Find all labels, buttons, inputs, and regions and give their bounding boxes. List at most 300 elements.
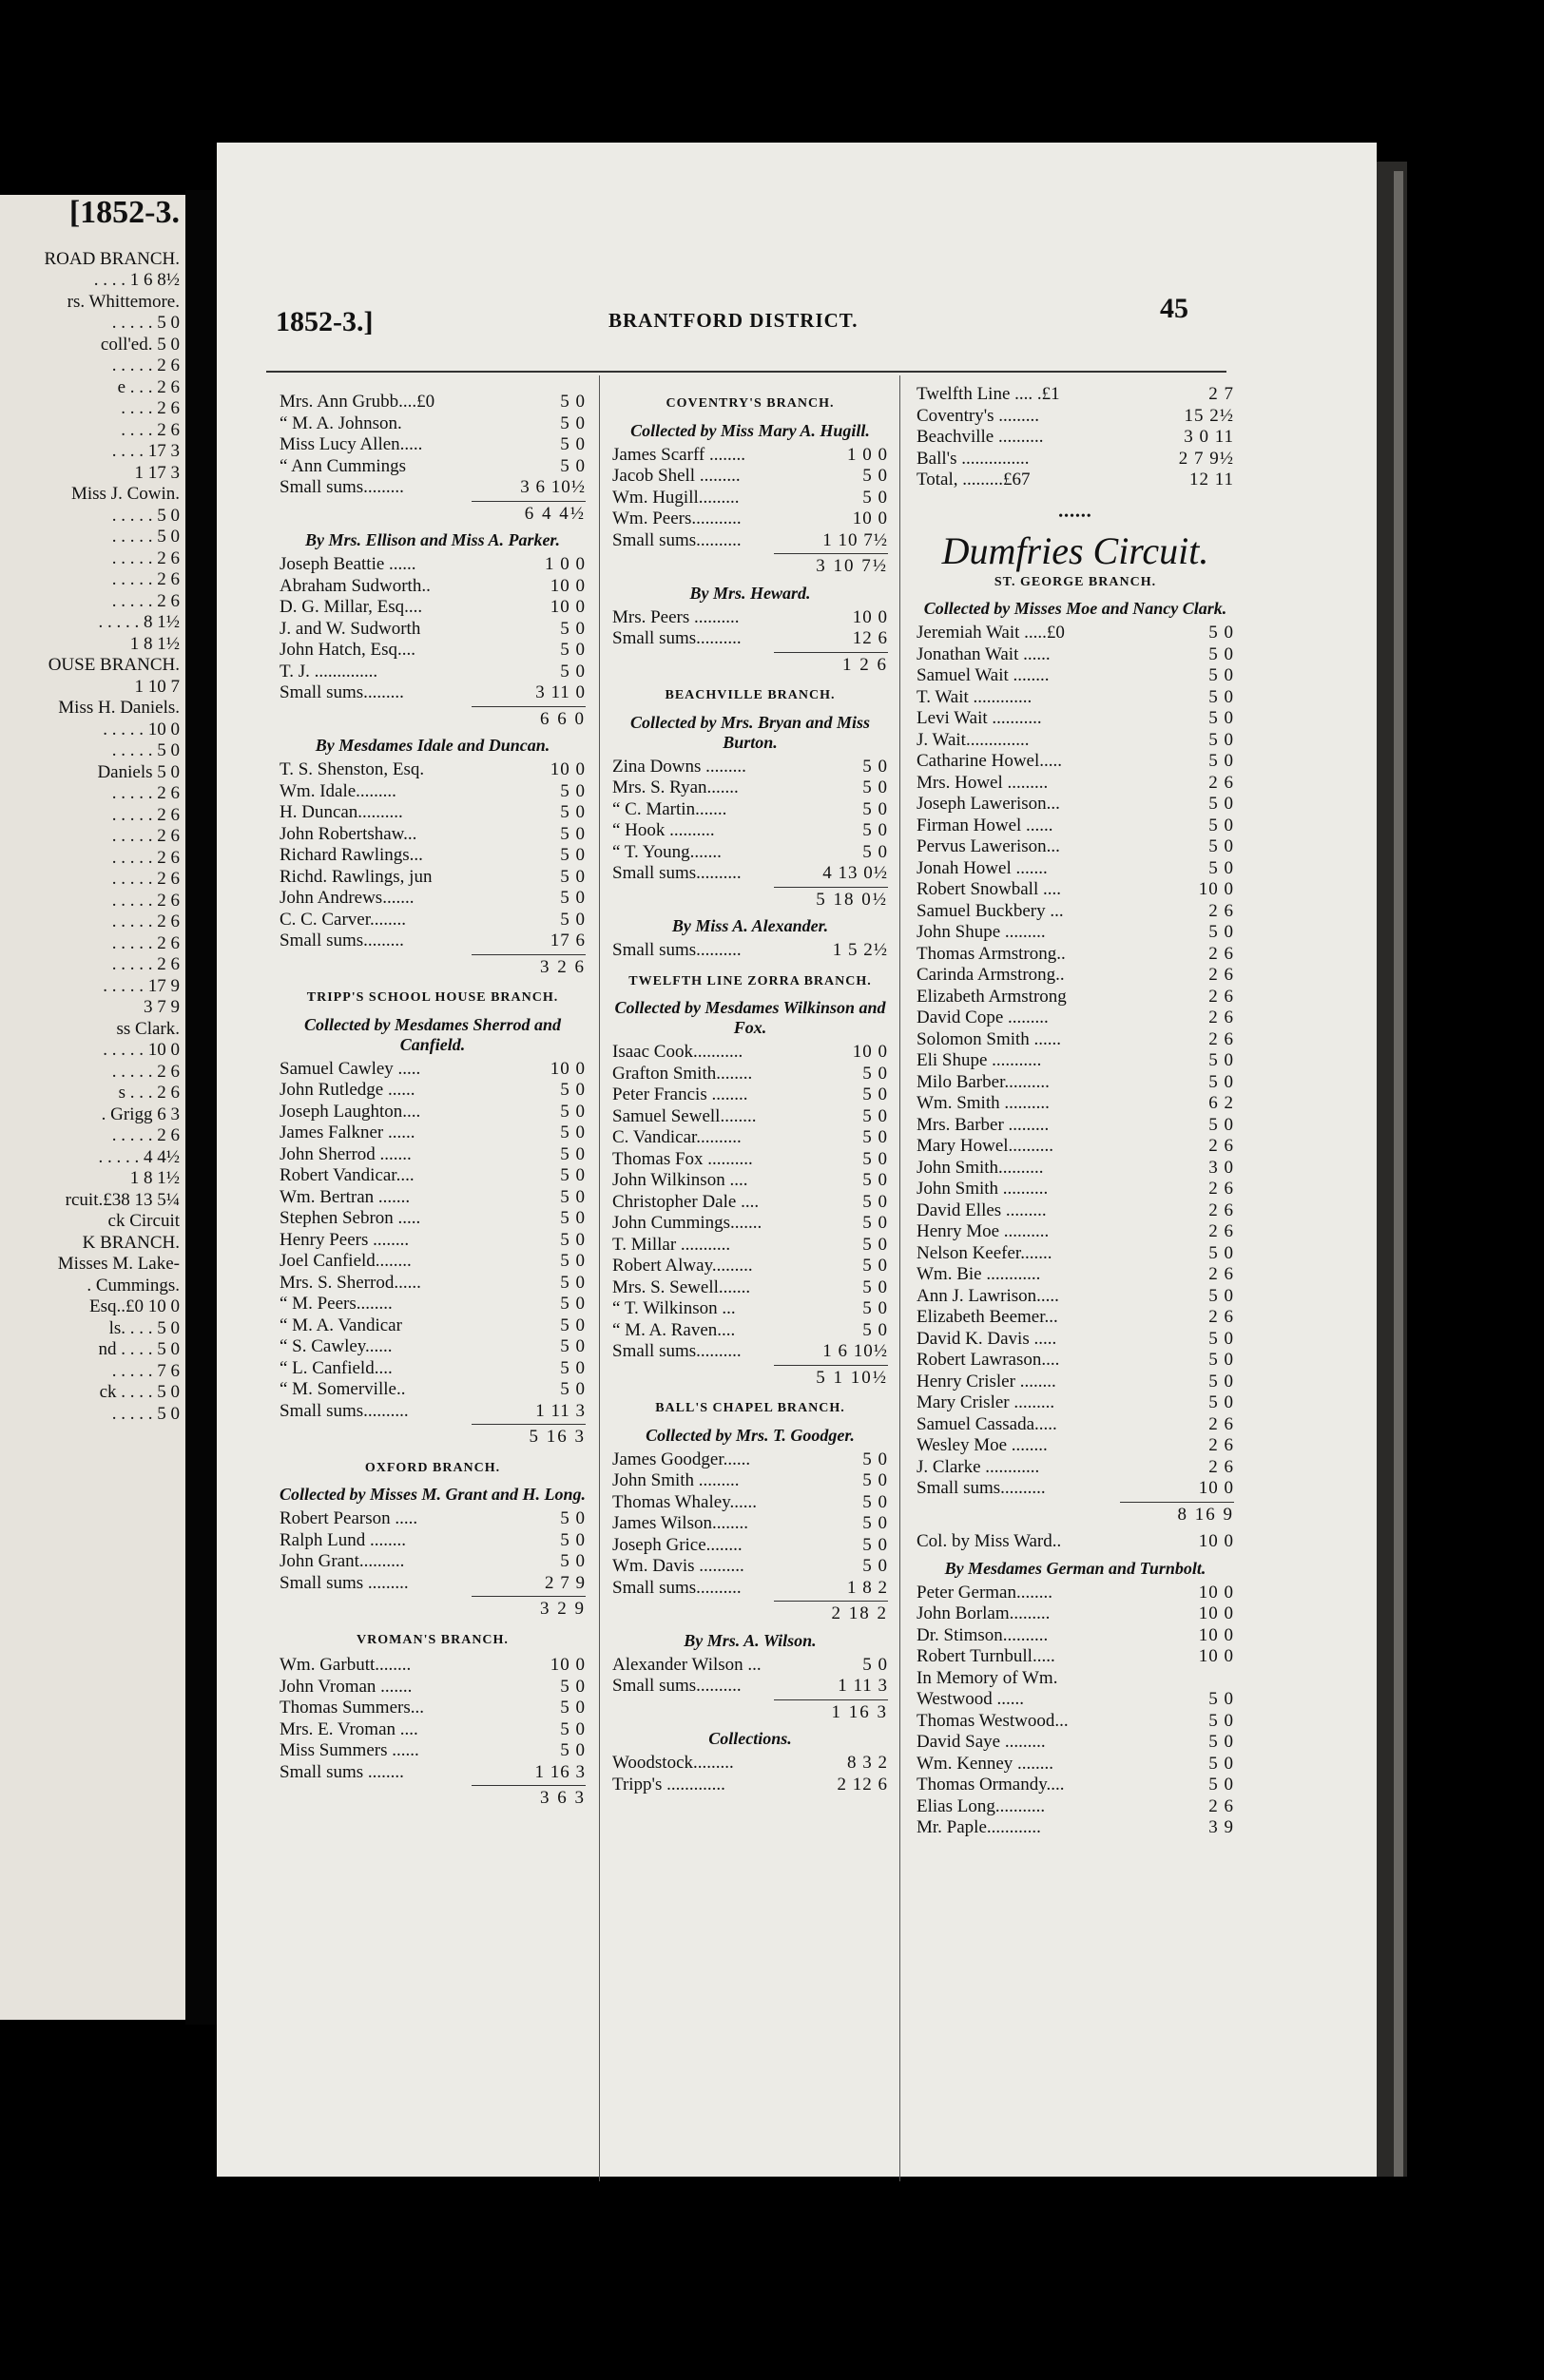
entry-amount: 1 0 0 xyxy=(847,444,888,465)
entry-amount: 5 0 xyxy=(1208,1114,1234,1135)
entry-name: John Andrews....... xyxy=(280,888,415,908)
circuit-title: Dumfries Circuit. xyxy=(941,529,1209,572)
entry-name: Thomas Whaley...... xyxy=(612,1491,757,1512)
entry-row xyxy=(280,1080,586,1102)
entry-amount: 5 0 xyxy=(1208,1242,1234,1263)
entry-row xyxy=(917,1414,1234,1436)
entry-row xyxy=(612,1256,888,1277)
entry-amount: 5 0 xyxy=(560,618,586,639)
entry-name: Henry Peers ........ xyxy=(280,1229,410,1250)
entry-name: Nelson Keefer....... xyxy=(917,1242,1052,1263)
entry-name: Mrs. S. Sherrod...... xyxy=(280,1272,421,1293)
entry-amount: 5 0 xyxy=(862,1556,888,1576)
entry-name: J. Wait.............. xyxy=(917,729,1030,750)
entry-row xyxy=(612,1235,888,1257)
left-page-line: . . . . . 2 6 xyxy=(111,569,180,589)
left-page-line: . . . . . 2 6 xyxy=(111,954,180,974)
entry-amount: 10 0 xyxy=(550,597,586,617)
entry-amount: 2 6 xyxy=(1208,1264,1234,1284)
entry-row xyxy=(917,1350,1234,1372)
left-page-line: . . . . 2 6 xyxy=(121,419,180,440)
left-page-line: . . . . . 5 0 xyxy=(111,313,180,333)
entry-row xyxy=(917,836,1234,858)
entry-row xyxy=(280,662,586,683)
entry-row xyxy=(917,1646,1234,1668)
entry-amount: 5 0 xyxy=(560,1357,586,1378)
left-page-line: . . . . . 2 6 xyxy=(111,1061,180,1082)
entry-name: Samuel Cassada..... xyxy=(917,1413,1057,1434)
entry-row xyxy=(612,1298,888,1320)
subtotal: 5 1 10½ xyxy=(774,1365,888,1390)
left-page-line: . . . . 1 6 8½ xyxy=(93,270,180,290)
entry-amount: 5 0 xyxy=(1208,1050,1234,1070)
entry-name: Small sums.......... xyxy=(612,1341,742,1361)
entry-name: Isaac Cook........... xyxy=(612,1042,743,1062)
left-page-line: . . . . . 2 6 xyxy=(111,932,180,953)
entry-amount: 5 0 xyxy=(862,1513,888,1533)
entry-row xyxy=(612,509,888,530)
left-page-line: e . . . 2 6 xyxy=(117,376,180,397)
entry-row xyxy=(612,1535,888,1557)
entry-amount: 10 0 xyxy=(852,1042,888,1062)
entry-name: Small sums.......... xyxy=(612,1577,742,1598)
entry-amount: 5 0 xyxy=(1208,623,1234,643)
entry-amount: 4 13 0½ xyxy=(822,863,888,883)
collector-heading: Collected by Mrs. Bryan and Miss Burton. xyxy=(629,712,871,752)
entry-amount: 2 6 xyxy=(1208,1179,1234,1199)
entry-name: Mrs. Howel ......... xyxy=(917,772,1049,793)
entry-row xyxy=(612,1676,888,1698)
entry-row xyxy=(612,1042,888,1064)
subtotal: 1 2 6 xyxy=(774,652,888,677)
page-edges-inner xyxy=(1394,171,1403,2177)
entry-amount: 5 0 xyxy=(560,1143,586,1164)
entry-name: Henry Crisler ........ xyxy=(917,1371,1056,1392)
entry-row xyxy=(280,888,586,910)
entry-name: Small sums.......... xyxy=(612,529,742,550)
entry-row xyxy=(612,1192,888,1214)
entry-name: John Sherrod ....... xyxy=(280,1143,412,1164)
entry-row xyxy=(917,1050,1234,1072)
entry-row xyxy=(280,413,586,435)
left-page-line: . . . . . 2 6 xyxy=(111,847,180,868)
entry-amount: 2 6 xyxy=(1208,1221,1234,1241)
entry-amount: 5 0 xyxy=(862,1256,888,1276)
entry-amount: 6 2 xyxy=(1208,1093,1234,1113)
entry-name: James Scarff ........ xyxy=(612,444,746,465)
collector-heading: Collections. xyxy=(708,1729,792,1748)
entry-amount: 5 0 xyxy=(1208,1710,1234,1731)
entry-row xyxy=(917,773,1234,795)
entry-row xyxy=(280,576,586,598)
entry-name: Small sums.......... xyxy=(280,1400,409,1421)
entry-name: Thomas Ormandy.... xyxy=(917,1775,1065,1795)
entry-row xyxy=(280,910,586,931)
entry-row xyxy=(917,1221,1234,1243)
collector-heading: By Mesdames Idale and Duncan. xyxy=(315,736,550,755)
entry-row xyxy=(917,1711,1234,1733)
entry-amount: 5 0 xyxy=(862,756,888,777)
entry-row xyxy=(917,384,1234,406)
left-page-header: [1852-3. xyxy=(68,195,180,230)
subtotal: 1 16 3 xyxy=(774,1699,888,1724)
entry-name: Jeremiah Wait .....£0 xyxy=(917,623,1065,643)
left-page-line: . . . . . 2 6 xyxy=(111,547,180,568)
entry-row xyxy=(280,1719,586,1741)
left-page-line: nd . . . . 5 0 xyxy=(98,1339,180,1359)
entry-name: Samuel Wait ........ xyxy=(917,665,1050,685)
entry-name: Thomas Westwood... xyxy=(917,1710,1069,1731)
subtotal: 6 4 4½ xyxy=(472,501,586,526)
entry-row xyxy=(612,1470,888,1492)
entry-name: John Borlam......... xyxy=(917,1603,1051,1623)
entry-name: T. S. Shenston, Esq. xyxy=(280,759,425,779)
column-2 xyxy=(612,384,888,1795)
entry-amount: 5 0 xyxy=(560,1229,586,1250)
entry-amount: 2 6 xyxy=(1208,1136,1234,1156)
entry-name: Twelfth Line .... .£1 xyxy=(917,384,1060,404)
entry-amount: 12 11 xyxy=(1188,470,1234,489)
entry-name: Jonathan Wait ...... xyxy=(917,643,1051,664)
entry-amount: 5 0 xyxy=(862,1276,888,1297)
entry-row xyxy=(280,619,586,641)
entry-name: Small sums.......... xyxy=(917,1478,1046,1498)
entry-row xyxy=(917,1072,1234,1094)
entry-name: Jacob Shell ......... xyxy=(612,466,741,486)
left-page-line: . . . . . 2 6 xyxy=(111,804,180,825)
entry-name: Mrs. S. Sewell....... xyxy=(612,1276,751,1297)
entry-name: Small sums.......... xyxy=(612,940,742,960)
entry-amount: 5 0 xyxy=(1208,1689,1234,1709)
collector-heading: Collected by Mrs. T. Goodger. xyxy=(646,1425,855,1445)
entry-amount: 10 0 xyxy=(1198,1478,1234,1498)
left-page-line: . . . . . 5 0 xyxy=(111,740,180,760)
entry-name: Small sums.......... xyxy=(612,628,742,648)
entry-name: Mrs. Peers .......... xyxy=(612,606,740,627)
entry-amount: 1 6 10½ xyxy=(822,1341,888,1361)
entry-name: John Grant.......... xyxy=(280,1551,405,1571)
entry-row xyxy=(280,1294,586,1315)
left-page-text xyxy=(0,195,180,1425)
entry-name: Mr. Paple............ xyxy=(917,1817,1041,1837)
entry-row xyxy=(917,1625,1234,1647)
entry-name: Small sums.......... xyxy=(612,863,742,883)
entry-amount: 17 6 xyxy=(550,931,586,950)
left-page-line: s . . . 2 6 xyxy=(118,1083,180,1103)
entry-name: Pervus Lawerison... xyxy=(917,836,1060,856)
entry-row xyxy=(917,1179,1234,1200)
entry-name: Richd. Rawlings, jun xyxy=(280,866,433,887)
entry-row xyxy=(280,781,586,803)
entry-amount: 1 11 3 xyxy=(838,1676,888,1696)
left-page-line: 1 10 7 xyxy=(134,676,180,697)
entry-name: John Hatch, Esq.... xyxy=(280,640,416,660)
entry-amount: 5 0 xyxy=(1208,751,1234,771)
entry-amount: 5 0 xyxy=(560,909,586,930)
entry-name: Abraham Sudworth.. xyxy=(280,575,431,596)
entry-name: Robert Vandicar.... xyxy=(280,1165,415,1185)
entry-amount: 5 0 xyxy=(560,1080,586,1100)
entry-name: Robert Lawrason.... xyxy=(917,1350,1060,1370)
subtotal: 8 16 9 xyxy=(1120,1502,1234,1526)
left-page-line: . . . . . 2 6 xyxy=(111,590,180,611)
entry-name: “ Hook .......... xyxy=(612,820,715,840)
entry-amount: 5 0 xyxy=(862,487,888,508)
entry-amount: 2 7 xyxy=(1208,384,1234,404)
entry-row xyxy=(612,1084,888,1106)
entry-amount: 5 0 xyxy=(560,845,586,865)
entry-amount: 10 0 xyxy=(1198,1582,1234,1603)
entry-row xyxy=(280,640,586,662)
left-page-line: . . . . 17 3 xyxy=(111,441,180,461)
entry-row xyxy=(917,965,1234,987)
entry-name: Elias Long........... xyxy=(917,1795,1046,1816)
entry-row xyxy=(612,1753,888,1775)
left-page-line: Miss J. Cowin. xyxy=(70,484,180,504)
entry-name: Col. by Miss Ward.. xyxy=(917,1531,1062,1551)
entry-amount: 5 0 xyxy=(560,455,586,476)
entry-row xyxy=(917,1754,1234,1775)
entry-name: T. J. .............. xyxy=(280,661,378,681)
entry-name: Thomas Armstrong.. xyxy=(917,943,1066,964)
entry-amount: 10 0 xyxy=(1198,1624,1234,1645)
entry-name: John Wilkinson .... xyxy=(612,1170,748,1190)
entry-amount: 2 6 xyxy=(1208,986,1234,1007)
entry-name: Robert Turnbull..... xyxy=(917,1646,1055,1666)
entry-row xyxy=(280,1251,586,1273)
entry-name: “ T. Wilkinson ... xyxy=(612,1298,736,1318)
entry-row xyxy=(917,1817,1234,1839)
entry-row xyxy=(280,1059,586,1081)
entry-name: Wm. Peers........... xyxy=(612,509,742,528)
entry-name: C. Vandicar.......... xyxy=(612,1127,742,1147)
entry-amount: 5 0 xyxy=(560,640,586,660)
left-page-line: . . . . . 8 1½ xyxy=(98,612,180,632)
entry-name: Elizabeth Armstrong xyxy=(917,986,1067,1007)
entry-name: Thomas Summers... xyxy=(280,1698,424,1718)
entry-name: Beachville .......... xyxy=(917,427,1044,447)
entry-row xyxy=(612,1492,888,1514)
entry-name: Alexander Wilson ... xyxy=(612,1654,762,1675)
entry-name: T. Millar ........... xyxy=(612,1234,731,1255)
entry-name: Tripp's ............. xyxy=(612,1774,725,1795)
collector-heading: Collected by Mesdames Sherrod and Canfield. xyxy=(304,1014,561,1054)
entry-name: Richard Rawlings... xyxy=(280,845,423,865)
entry-row xyxy=(280,1655,586,1677)
page-year: 1852-3.] xyxy=(276,306,374,337)
left-page-line: . . . . . 5 0 xyxy=(111,527,180,547)
entry-row xyxy=(280,845,586,867)
entry-name: “ C. Martin....... xyxy=(612,798,727,819)
column-1 xyxy=(280,392,586,1815)
entry-amount: 5 0 xyxy=(862,1470,888,1490)
entry-amount: 5 0 xyxy=(560,661,586,681)
entry-amount: 5 0 xyxy=(862,1191,888,1212)
entry-row xyxy=(280,434,586,456)
entry-amount: 5 0 xyxy=(560,1251,586,1271)
entry-name: Carinda Armstrong.. xyxy=(917,965,1065,985)
entry-name: Wm. Idale......... xyxy=(280,780,396,801)
entry-row xyxy=(612,757,888,778)
entry-name: Samuel Buckbery ... xyxy=(917,900,1064,921)
entry-row xyxy=(612,863,888,885)
entry-name: Samuel Sewell........ xyxy=(612,1105,757,1126)
entry-name: Wesley Moe ........ xyxy=(917,1435,1048,1455)
entry-row xyxy=(280,1273,586,1295)
entry-amount: 5 0 xyxy=(1208,1392,1234,1412)
entry-name: T. Wait ............. xyxy=(917,686,1033,707)
entry-name: Thomas Fox .......... xyxy=(612,1148,753,1169)
subtotal: 3 10 7½ xyxy=(774,553,888,578)
left-page-line: ck . . . . 5 0 xyxy=(99,1382,180,1402)
entry-row xyxy=(917,1457,1234,1479)
page-title: BRANTFORD DISTRICT. xyxy=(608,309,859,332)
entry-row xyxy=(917,1264,1234,1286)
entry-row xyxy=(612,1213,888,1235)
left-page-line: . . . . . 10 0 xyxy=(103,719,180,739)
entry-amount: 1 5 2½ xyxy=(832,940,888,960)
entry-row xyxy=(280,802,586,824)
entry-amount: 5 0 xyxy=(1208,922,1234,942)
entry-name: “ S. Cawley...... xyxy=(280,1336,393,1356)
entry-name: Wm. Hugill......... xyxy=(612,487,740,508)
entry-amount: 5 0 xyxy=(560,1508,586,1528)
entry-amount: 8 3 2 xyxy=(847,1753,888,1773)
entry-name: Mary Crisler ......... xyxy=(917,1392,1055,1412)
entry-name: Mary Howel.......... xyxy=(917,1136,1054,1156)
entry-row xyxy=(280,456,586,478)
entry-amount: 5 0 xyxy=(1208,1350,1234,1370)
entry-row xyxy=(280,759,586,781)
entry-name: Joseph Beattie ...... xyxy=(280,554,416,574)
entry-row xyxy=(917,1478,1234,1500)
entry-row xyxy=(917,1732,1234,1754)
entry-amount: 1 11 3 xyxy=(535,1400,586,1421)
entry-row xyxy=(280,1551,586,1573)
entry-row xyxy=(917,901,1234,923)
entry-name: Peter German........ xyxy=(917,1582,1052,1603)
entry-name: Joseph Grice........ xyxy=(612,1534,743,1555)
entry-amount: 5 0 xyxy=(1208,686,1234,707)
entry-amount: 5 0 xyxy=(1208,665,1234,685)
entry-name: Miss Summers ...... xyxy=(280,1740,419,1760)
entry-row xyxy=(612,1127,888,1149)
entry-amount: 2 6 xyxy=(1208,1795,1234,1816)
entry-amount: 2 6 xyxy=(1208,772,1234,793)
entry-name: Mrs. S. Ryan....... xyxy=(612,777,739,797)
entry-row xyxy=(612,1106,888,1128)
left-page-line: . . . . . 2 6 xyxy=(111,869,180,889)
entry-name: Catharine Howel..... xyxy=(917,751,1063,771)
entry-amount: 5 0 xyxy=(1208,1775,1234,1795)
entry-row xyxy=(612,1513,888,1535)
entry-amount: 5 0 xyxy=(1208,836,1234,856)
left-page-line: . . . . . 2 6 xyxy=(111,1125,180,1145)
entry-row xyxy=(917,1796,1234,1818)
collector-heading: By Mesdames German and Turnbolt. xyxy=(944,1558,1206,1578)
entry-row xyxy=(917,987,1234,1008)
entry-amount: 3 9 xyxy=(1208,1817,1234,1837)
entry-amount: 5 0 xyxy=(1208,1371,1234,1392)
entry-row xyxy=(280,1762,586,1784)
entry-amount: 5 0 xyxy=(560,1379,586,1399)
entry-row xyxy=(280,1144,586,1166)
entry-name: Firman Howel ...... xyxy=(917,815,1053,835)
left-page-line: ck Circuit xyxy=(107,1211,180,1231)
entry-amount: 5 0 xyxy=(862,1534,888,1555)
entry-row xyxy=(917,708,1234,730)
entry-name: James Wilson........ xyxy=(612,1513,748,1533)
entry-name: Small sums ......... xyxy=(280,1572,409,1593)
entry-name: Solomon Smith ...... xyxy=(917,1028,1062,1049)
entry-row xyxy=(612,1320,888,1342)
entry-name: Small sums.......... xyxy=(612,1676,742,1696)
entry-amount: 5 0 xyxy=(1208,1732,1234,1752)
left-page-line: . . . . . 2 6 xyxy=(111,890,180,911)
entry-amount: 2 6 xyxy=(1208,1008,1234,1027)
entry-row xyxy=(280,1530,586,1552)
branch-heading: COVENTRY'S BRANCH. xyxy=(666,396,835,411)
entry-row xyxy=(917,944,1234,966)
entry-name: “ M. A. Johnson. xyxy=(280,413,402,433)
entry-row xyxy=(280,682,586,704)
entry-name: Ralph Lund ........ xyxy=(280,1529,406,1550)
branch-heading: TWELFTH LINE ZORRA BRANCH. xyxy=(628,973,872,988)
entry-name: Peter Francis ........ xyxy=(612,1084,748,1104)
entry-row xyxy=(917,879,1234,901)
entry-name: James Falkner ...... xyxy=(280,1123,415,1142)
entry-amount: 10 0 xyxy=(852,606,888,627)
entry-amount: 10 0 xyxy=(1198,1531,1234,1551)
entry-amount: 3 6 10½ xyxy=(520,477,586,497)
entry-name: John Smith ......... xyxy=(612,1470,740,1490)
entry-row xyxy=(280,597,586,619)
entry-name: John Vroman ....... xyxy=(280,1676,413,1697)
left-page-line: coll'ed. 5 0 xyxy=(100,334,180,355)
entry-row xyxy=(280,1358,586,1380)
entry-name: Samuel Cawley ..... xyxy=(280,1058,421,1079)
left-page-line: 1 8 1½ xyxy=(129,633,180,654)
left-page-line: ROAD BRANCH. xyxy=(44,248,180,269)
entry-amount: 10 0 xyxy=(1198,879,1234,899)
entry-row xyxy=(612,1064,888,1085)
entry-name: Westwood ...... xyxy=(917,1689,1024,1709)
entry-amount: 5 0 xyxy=(560,1718,586,1739)
entry-amount: 5 0 xyxy=(560,1165,586,1185)
entry-row xyxy=(280,1123,586,1144)
entry-amount: 5 0 xyxy=(560,802,586,822)
entry-row xyxy=(917,665,1234,687)
left-page-line: . . . . . 5 0 xyxy=(111,505,180,526)
collector-heading: By Mrs. Heward. xyxy=(689,583,811,603)
entry-name: Robert Alway......... xyxy=(612,1256,753,1276)
collector-heading: By Mrs. Ellison and Miss A. Parker. xyxy=(305,530,560,549)
entry-row xyxy=(917,858,1234,880)
entry-amount: 5 0 xyxy=(862,1170,888,1190)
entry-name: “ M. A. Vandicar xyxy=(280,1315,402,1335)
entry-amount: 2 6 xyxy=(1208,1307,1234,1327)
subtotal: 5 16 3 xyxy=(472,1424,586,1449)
entry-row xyxy=(280,392,586,413)
entry-name: Milo Barber.......... xyxy=(917,1071,1050,1092)
entry-name: Robert Snowball .... xyxy=(917,879,1061,899)
entry-row xyxy=(612,628,888,650)
left-page-line: K BRANCH. xyxy=(82,1232,180,1253)
entry-row xyxy=(280,1508,586,1530)
entry-amount: 5 0 xyxy=(560,434,586,454)
entry-row xyxy=(917,1093,1234,1115)
left-page-line: . . . . . 2 6 xyxy=(111,826,180,846)
